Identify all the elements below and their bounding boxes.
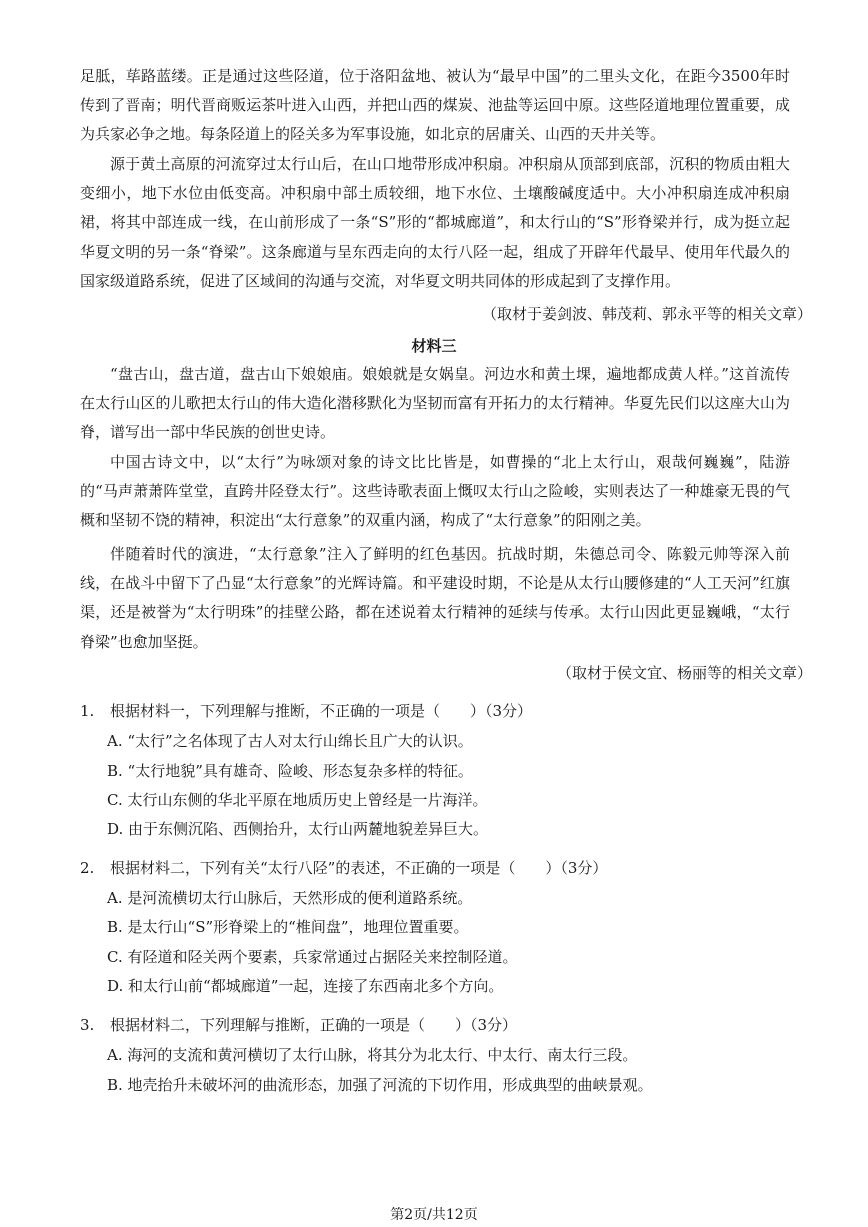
question-1-text: 根据材料一，下列理解与推断，不正确的一项是（ ）（3分） [110, 702, 533, 720]
question-2-option-a: A. 是河流横切太行山脉后，天然形成的便利道路系统。 [107, 889, 473, 907]
question-1-option-d: D. 由于东侧沉陷、西侧抬升，太行山两麓地貌差异巨大。 [107, 820, 489, 838]
question-3-text: 根据材料二，下列理解与推断，正确的一项是（ ）（3分） [110, 1016, 518, 1034]
source-citation-material-2: （取材于姜剑波、韩茂莉、郭永平等的相关文章） [481, 305, 812, 323]
material-3-paragraph-2: 中国古诗文中，以“太行”为咏颂对象的诗文比比皆是，如曹操的“北上太行山，艰哉何巍巍”，陆游的“马声萧萧阵堂堂，直跨井陉登太行”。这些诗歌表面上慨叹太行山之险峻，实则表达了一种雄豪无畏的气概和坚韧不饶的精神，积淀出“太行意象”的双重内涵，构成了“太行意象”的阳刚之美。 [80, 453, 790, 530]
material-3-paragraph-1: “盘古山，盘古道，盘古山下娘娘庙。娘娘就是女娲皇。河边水和黄土堁，遍地都成黄人样。”这首流传在太行山区的儿歌把太行山的伟大造化潜移默化为坚韧而富有开拓力的太行精神。华夏先民们以这座大山为脊，谱写出一部中华民族的创世史诗。 [80, 365, 790, 442]
material-3-heading: 材料三 [411, 337, 457, 355]
question-2-stem [80, 858, 607, 878]
question-3-option-b: B. 地壳抬升未破坏河的曲流形态，加强了河流的下切作用，形成典型的曲峡景观。 [107, 1076, 653, 1094]
question-3-option-a: A. 海河的支流和黄河横切了太行山脉，将其分为北太行、中太行、南太行三段。 [107, 1046, 638, 1064]
question-1-stem [80, 701, 532, 721]
question-1-option-c: C. 太行山东侧的华北平原在地质历史上曾经是一片海洋。 [107, 791, 488, 809]
question-1-option-b: B. “太行地貌”具有雄奇、险峻、形态复杂多样的特征。 [107, 762, 473, 780]
paragraph-continued: 足胝，荜路蓝缕。正是通过这些陉道，位于洛阳盆地、被认为“最早中国”的二里头文化，在距今3500年时传到了晋南；明代晋商贩运茶叶进入山西，并把山西的煤炭、池盐等运回中原。这些陉道地理位置重要，成为兵家必争之地。每条陉道上的陉关多为军事设施，如北京的居庸关、山西的天井关等。 [80, 67, 790, 144]
question-3-stem [80, 1015, 517, 1035]
material-3-paragraph-3: 伴随着时代的演进，“太行意象”注入了鲜明的红色基因。抗战时期，朱德总司令、陈毅元帅等深入前线，在战斗中留下了凸显“太行意象”的光辉诗篇。和平建设时期，不论是从太行山腰修建的“人工天河”红旗渠，还是被誉为“太行明珠”的挂壁公路，都在述说着太行精神的延续与传承。太行山因此更显巍峨，“太行脊梁”也愈加坚挺。 [80, 545, 790, 651]
page-number-footer: 第2页/共12页 [390, 1207, 478, 1223]
question-2-option-c: C. 有陉道和陉关两个要素，兵家常通过占据陉关来控制陉道。 [107, 948, 518, 966]
question-2-option-b: B. 是太行山“S”形脊梁上的“椎间盘”，地理位置重要。 [107, 918, 469, 936]
question-1-number: 1. [80, 702, 95, 720]
question-1-option-a: A. “太行”之名体现了古人对太行山绵长且广大的认识。 [107, 732, 473, 750]
source-citation-material-3: （取材于侯文宜、杨丽等的相关文章） [556, 664, 812, 682]
question-3-number: 3. [80, 1016, 95, 1034]
question-2-option-d: D. 和太行山前“都城廊道”一起，连接了东西南北多个方向。 [107, 977, 504, 995]
question-2-number: 2. [80, 859, 95, 877]
paragraph-alluvial-fan: 源于黄土高原的河流穿过太行山后，在山口地带形成冲积扇。冲积扇从顶部到底部，沉积的物质由粗大变细小，地下水位由低变高。冲积扇中部土质较细，地下水位、土壤酸碱度适中。大小冲积扇连成冲积扇裙，将其中部连成一线，在山前形成了一条“S”形的“都城廊道”，和太行山的“S”形脊梁并行，成为挺立起华夏文明的另一条“脊梁”。这条廊道与呈东西走向的太行八陉一起，组成了开辟年代最早、使用年代最久的国家级道路系统，促进了区域间的沟通与交流，对华夏文明共同体的形成起到了支撑作用。 [80, 155, 790, 290]
question-2-text: 根据材料二，下列有关“太行八陉”的表述，不正确的一项是（ ）（3分） [110, 859, 608, 877]
